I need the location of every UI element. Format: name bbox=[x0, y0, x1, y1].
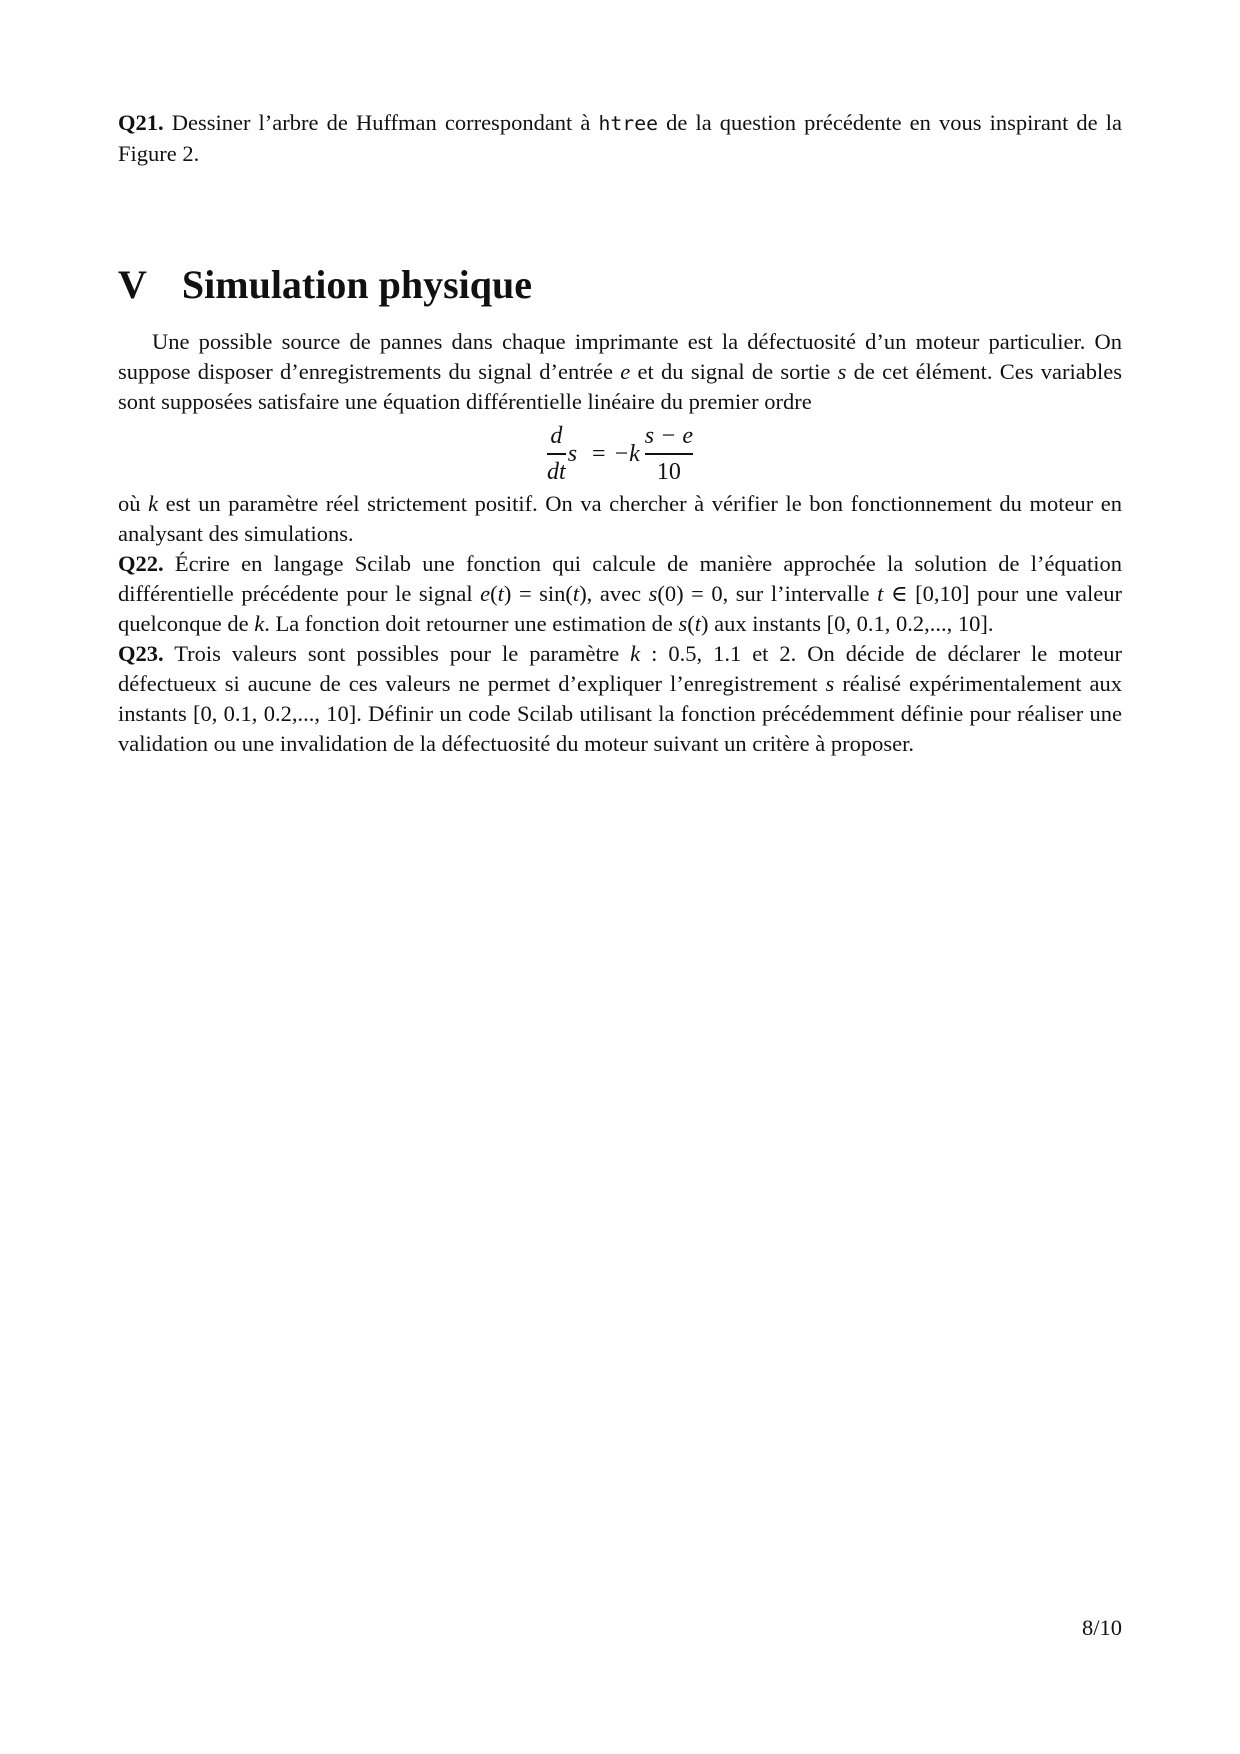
text-segment: (0) = 0, sur l’intervalle bbox=[657, 581, 878, 606]
text-segment: ( bbox=[687, 611, 695, 636]
minus-sign: − bbox=[614, 441, 629, 467]
equals-sign: = bbox=[592, 441, 606, 467]
text-segment: s bbox=[837, 359, 847, 384]
text-segment: Trois valeurs sont possibles pour le paramètre bbox=[163, 641, 631, 666]
text-segment: et du signal de sortie bbox=[630, 359, 838, 384]
text-segment: de la question précédente en vous inspirant de la Figure 2. bbox=[118, 110, 1122, 166]
question-q21 bbox=[118, 108, 1122, 169]
fraction-d-dt bbox=[547, 421, 566, 487]
text-column bbox=[118, 108, 1122, 759]
text-segment: ∈ [0,10] pour une valeur quelconque de bbox=[118, 581, 1123, 636]
fraction-denominator: 10 bbox=[656, 458, 681, 485]
text-segment: Une possible source de pannes dans chaque imprimante est la défectuosité d’un moteur particulier. On suppose disposer d’enregistrements du signal d’entrée bbox=[118, 329, 1122, 384]
section-number: V bbox=[118, 262, 147, 307]
text-segment: s bbox=[678, 611, 688, 636]
text-segment: . La fonction doit retourner une estimation de bbox=[264, 611, 679, 636]
text-segment: htree bbox=[598, 112, 659, 135]
after-equation-paragraph bbox=[118, 489, 1122, 549]
text-segment: Q22. bbox=[118, 551, 164, 576]
text-segment: Dessiner l’arbre de Huffman correspondant à bbox=[163, 110, 599, 135]
question-q23 bbox=[118, 639, 1122, 759]
equation-coefficient: k bbox=[629, 441, 640, 467]
fraction-bar bbox=[645, 453, 693, 455]
section-heading bbox=[118, 261, 1122, 309]
text-segment: e bbox=[480, 581, 491, 606]
text-segment: e bbox=[620, 359, 631, 384]
text-segment: de cet élément. Ces variables sont supposées satisfaire une équation différentielle linéaire du premier ordre bbox=[118, 359, 1122, 414]
section-title: Simulation physique bbox=[181, 262, 533, 307]
text-segment: aux instants [0, 0.1, 0.2,..., 10]. bbox=[708, 611, 994, 636]
text-segment: s bbox=[825, 671, 835, 696]
text-segment: t bbox=[497, 581, 504, 606]
text-segment: réalisé expérimentalement aux instants [0, 0.1, 0.2,..., 10]. Définir un code Scilab utilisant la fonction précédemment définie pour réaliser une validation ou une invalidation de la défectuosité du moteur suivant un critère à proposer. bbox=[118, 671, 1122, 756]
fraction-bar bbox=[547, 453, 566, 455]
text-segment: k bbox=[148, 491, 159, 516]
fraction-denominator: dt bbox=[547, 458, 566, 485]
text-segment: s bbox=[648, 581, 658, 606]
text-segment: t bbox=[877, 581, 884, 606]
equation-lhs-variable: s bbox=[567, 441, 578, 467]
differential-equation bbox=[118, 421, 1122, 487]
text-segment: t bbox=[694, 611, 701, 636]
fraction-numerator: s − e bbox=[644, 423, 693, 450]
text-segment: Q23. bbox=[118, 641, 164, 666]
text-segment: Q21. bbox=[118, 110, 164, 135]
question-q22 bbox=[118, 549, 1122, 639]
text-segment: où bbox=[118, 491, 149, 516]
text-segment: ), avec bbox=[579, 581, 649, 606]
text-segment: t bbox=[572, 581, 580, 606]
text-segment: ) bbox=[701, 611, 709, 636]
text-segment: est un paramètre réel strictement positif. On va chercher à vérifier le bon fonctionnement du moteur en analysant des simulations. bbox=[118, 491, 1123, 546]
text-segment: ) = sin( bbox=[503, 581, 573, 606]
page-number: 8/10 bbox=[1081, 1615, 1122, 1640]
fraction-numerator: d bbox=[550, 423, 563, 450]
text-segment: ( bbox=[490, 581, 498, 606]
text-segment: k bbox=[254, 611, 265, 636]
text-segment: : 0.5, 1.1 et 2. On décide de déclarer le moteur défectueux si aucune de ces valeurs ne permet d’expliquer l’enregistrement bbox=[118, 641, 1122, 696]
text-segment: k bbox=[630, 641, 641, 666]
text-segment: Écrire en langage Scilab une fonction qui calcule de manière approchée la solution de l’équation différentielle précédente pour le signal bbox=[118, 551, 1122, 606]
intro-paragraph bbox=[118, 327, 1122, 417]
fraction-se-10 bbox=[645, 421, 693, 487]
